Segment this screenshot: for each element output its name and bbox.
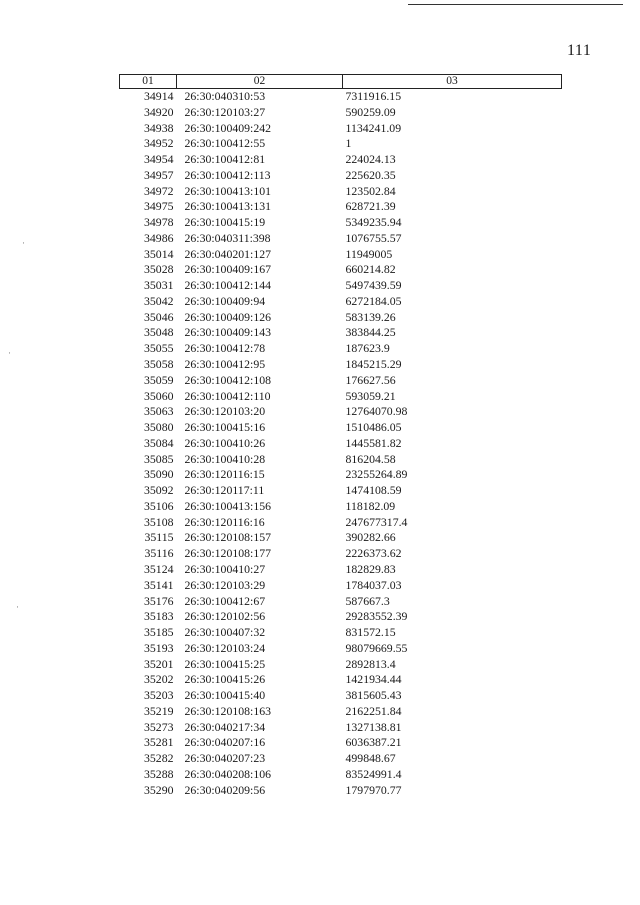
table-row <box>120 341 562 357</box>
cadastral-number-cell: 26:30:040207:16 <box>184 735 266 750</box>
table-row <box>120 199 562 215</box>
cadastral-number-cell: 26:30:040217:34 <box>184 719 266 734</box>
value-cell: 590259.09 <box>345 104 396 119</box>
row-number-cell: 35203 <box>144 688 174 703</box>
value-cell: 1076755.57 <box>345 230 402 245</box>
table-row <box>120 404 562 420</box>
table-row <box>120 452 562 468</box>
table-row <box>120 783 562 799</box>
value-cell: 12764070.98 <box>345 404 408 419</box>
table-row <box>120 247 562 263</box>
row-number-cell: 34938 <box>144 120 174 135</box>
row-number-cell: 35116 <box>144 546 174 561</box>
value-cell: 98079669.55 <box>345 640 408 655</box>
cadastral-number-cell: 26:30:100412:113 <box>184 167 271 182</box>
row-number-cell: 35063 <box>144 404 174 419</box>
table-row <box>120 641 562 657</box>
row-number-cell: 35080 <box>144 420 174 435</box>
column-header-03: 03 <box>343 75 562 89</box>
value-cell: 123502.84 <box>345 183 396 198</box>
table-row <box>120 184 562 200</box>
cadastral-number-cell: 26:30:120103:20 <box>184 404 266 419</box>
table-row <box>120 168 562 184</box>
row-number-cell: 35014 <box>144 246 174 261</box>
table-row <box>120 578 562 594</box>
value-cell: 499848.67 <box>345 751 396 766</box>
table-row <box>120 215 562 231</box>
cadastral-number-cell: 26:30:040310:53 <box>184 89 266 103</box>
cadastral-number-cell: 26:30:120103:27 <box>184 104 266 119</box>
value-cell: 1784037.03 <box>345 577 402 592</box>
table-row <box>120 767 562 783</box>
cadastral-number-cell: 26:30:100413:156 <box>184 498 272 513</box>
data-table-container <box>119 74 561 798</box>
table-row <box>120 720 562 736</box>
table-row <box>120 735 562 751</box>
row-number-cell: 35115 <box>144 530 174 545</box>
row-number-cell: 34952 <box>144 136 174 151</box>
cadastral-number-cell: 26:30:100412:78 <box>184 341 266 356</box>
cadastral-number-cell: 26:30:120108:177 <box>184 546 272 561</box>
value-cell: 3815605.43 <box>345 688 402 703</box>
value-cell: 83524991.4 <box>345 766 402 781</box>
cadastral-number-cell: 26:30:100413:131 <box>184 199 272 214</box>
value-cell: 29283552.39 <box>345 609 408 624</box>
table-row <box>120 562 562 578</box>
cadastral-number-cell: 26:30:100407:32 <box>184 625 266 640</box>
value-cell: 628721.39 <box>345 199 396 214</box>
cadastral-number-cell: 26:30:100412:144 <box>184 278 272 293</box>
table-row <box>120 751 562 767</box>
row-number-cell: 35048 <box>144 325 174 340</box>
value-cell: 224024.13 <box>345 152 396 167</box>
row-number-cell: 34957 <box>144 167 174 182</box>
value-cell: 1134241.09 <box>345 120 402 135</box>
table-row <box>120 704 562 720</box>
cadastral-number-cell: 26:30:100412:67 <box>184 593 266 608</box>
value-cell: 5349235.94 <box>345 215 402 230</box>
cadastral-number-cell: 26:30:100410:27 <box>184 561 266 576</box>
cadastral-number-cell: 26:30:100409:126 <box>184 309 272 324</box>
table-row <box>120 657 562 673</box>
table-row <box>120 389 562 405</box>
value-cell: 831572.15 <box>345 625 396 640</box>
cadastral-number-cell: 26:30:100410:26 <box>184 435 266 450</box>
row-number-cell: 35124 <box>144 561 174 576</box>
cadastral-number-cell: 26:30:100409:167 <box>184 262 272 277</box>
scan-speck: · <box>8 348 11 358</box>
cadastral-number-cell: 26:30:100412:81 <box>184 152 266 167</box>
table-row <box>120 357 562 373</box>
cadastral-number-cell: 26:30:100410:28 <box>184 451 266 466</box>
cadastral-number-cell: 26:30:120108:163 <box>184 703 272 718</box>
table-row <box>120 231 562 247</box>
cadastral-number-cell: 26:30:100412:55 <box>184 136 266 151</box>
row-number-cell: 35219 <box>144 703 174 718</box>
cadastral-number-cell: 26:30:100415:19 <box>184 215 266 230</box>
value-cell: 2892813.4 <box>345 656 396 671</box>
row-number-cell: 35185 <box>144 625 174 640</box>
table-row <box>120 325 562 341</box>
row-number-cell: 35060 <box>144 388 174 403</box>
row-number-cell: 35290 <box>144 782 174 797</box>
data-table <box>119 74 562 798</box>
cadastral-number-cell: 26:30:100415:16 <box>184 420 266 435</box>
value-cell: 2226373.62 <box>345 546 402 561</box>
cadastral-number-cell: 26:30:120117:11 <box>184 483 265 498</box>
value-cell: 1797970.77 <box>345 782 402 797</box>
table-row <box>120 625 562 641</box>
table-row <box>120 530 562 546</box>
table-header-row <box>120 75 562 89</box>
value-cell: 6272184.05 <box>345 293 402 308</box>
cadastral-number-cell: 26:30:100415:26 <box>184 672 266 687</box>
scan-speck: · <box>22 238 25 248</box>
page-number: 111 <box>567 42 592 59</box>
row-number-cell: 35288 <box>144 766 174 781</box>
column-header-01: 01 <box>120 75 177 89</box>
table-row <box>120 515 562 531</box>
value-cell: 187623.9 <box>345 341 390 356</box>
value-cell: 390282.66 <box>345 530 396 545</box>
value-cell: 1845215.29 <box>345 357 402 372</box>
top-rule <box>408 4 623 5</box>
row-number-cell: 35281 <box>144 735 174 750</box>
value-cell: 225620.35 <box>345 167 396 182</box>
value-cell: 23255264.89 <box>345 467 408 482</box>
row-number-cell: 34975 <box>144 199 174 214</box>
table-row <box>120 105 562 121</box>
table-row <box>120 436 562 452</box>
table-row <box>120 594 562 610</box>
row-number-cell: 35201 <box>144 656 174 671</box>
cadastral-number-cell: 26:30:100413:101 <box>184 183 272 198</box>
table-row <box>120 121 562 137</box>
row-number-cell: 35058 <box>144 357 174 372</box>
row-number-cell: 35059 <box>144 372 174 387</box>
row-number-cell: 35085 <box>144 451 174 466</box>
table-row <box>120 483 562 499</box>
row-number-cell: 35183 <box>144 609 174 624</box>
value-cell: 1327138.81 <box>345 719 402 734</box>
row-number-cell: 34920 <box>144 104 174 119</box>
row-number-cell: 35141 <box>144 577 174 592</box>
value-cell: 1474108.59 <box>345 483 402 498</box>
cadastral-number-cell: 26:30:100415:40 <box>184 688 266 703</box>
value-cell: 383844.25 <box>345 325 396 340</box>
row-number-cell: 35031 <box>144 278 174 293</box>
table-row <box>120 373 562 389</box>
value-cell: 816204.58 <box>345 451 396 466</box>
value-cell: 6036387.21 <box>345 735 402 750</box>
table-row <box>120 89 562 105</box>
cadastral-number-cell: 26:30:040208:106 <box>184 766 272 781</box>
table-row <box>120 278 562 294</box>
value-cell: 182829.83 <box>345 561 396 576</box>
row-number-cell: 35193 <box>144 640 174 655</box>
row-number-cell: 34978 <box>144 215 174 230</box>
table-row <box>120 420 562 436</box>
value-cell: 587667.3 <box>345 593 390 608</box>
value-cell: 2162251.84 <box>345 703 402 718</box>
cadastral-number-cell: 26:30:100412:95 <box>184 357 266 372</box>
row-number-cell: 35273 <box>144 719 174 734</box>
row-number-cell: 35028 <box>144 262 174 277</box>
cadastral-number-cell: 26:30:100412:110 <box>184 388 271 403</box>
cadastral-number-cell: 26:30:040209:56 <box>184 782 266 797</box>
row-number-cell: 35090 <box>144 467 174 482</box>
row-number-cell: 34954 <box>144 152 174 167</box>
row-number-cell: 35084 <box>144 435 174 450</box>
table-row <box>120 136 562 152</box>
column-header-02: 02 <box>177 75 343 89</box>
row-number-cell: 34914 <box>144 89 174 103</box>
value-cell: 5497439.59 <box>345 278 402 293</box>
cadastral-number-cell: 26:30:100409:242 <box>184 120 272 135</box>
row-number-cell: 35108 <box>144 514 174 529</box>
table-row <box>120 152 562 168</box>
row-number-cell: 35282 <box>144 751 174 766</box>
cadastral-number-cell: 26:30:120103:29 <box>184 577 266 592</box>
table-row <box>120 294 562 310</box>
cadastral-number-cell: 26:30:120116:15 <box>184 467 265 482</box>
table-body <box>120 89 562 799</box>
row-number-cell: 35092 <box>144 483 174 498</box>
value-cell: 247677317.4 <box>345 514 408 529</box>
cadastral-number-cell: 26:30:120108:157 <box>184 530 272 545</box>
cadastral-number-cell: 26:30:100415:25 <box>184 656 266 671</box>
cadastral-number-cell: 26:30:100412:108 <box>184 372 272 387</box>
table-row <box>120 467 562 483</box>
value-cell: 11949005 <box>345 246 393 261</box>
cadastral-number-cell: 26:30:100409:143 <box>184 325 272 340</box>
table-row <box>120 609 562 625</box>
value-cell: 118182.09 <box>345 498 396 513</box>
cadastral-number-cell: 26:30:100409:94 <box>184 293 266 308</box>
value-cell: 583139.26 <box>345 309 396 324</box>
row-number-cell: 35176 <box>144 593 174 608</box>
row-number-cell: 35106 <box>144 498 174 513</box>
table-row <box>120 688 562 704</box>
cadastral-number-cell: 26:30:120102:56 <box>184 609 266 624</box>
value-cell: 593059.21 <box>345 388 396 403</box>
value-cell: 1510486.05 <box>345 420 402 435</box>
table-row <box>120 546 562 562</box>
scan-speck: · <box>16 602 19 612</box>
row-number-cell: 35055 <box>144 341 174 356</box>
table-row <box>120 672 562 688</box>
cadastral-number-cell: 26:30:120103:24 <box>184 640 266 655</box>
value-cell: 1421934.44 <box>345 672 402 687</box>
row-number-cell: 34986 <box>144 230 174 245</box>
row-number-cell: 34972 <box>144 183 174 198</box>
cadastral-number-cell: 26:30:120116:16 <box>184 514 265 529</box>
cadastral-number-cell: 26:30:040201:127 <box>184 246 272 261</box>
cadastral-number-cell: 26:30:040311:398 <box>184 230 271 245</box>
table-row <box>120 262 562 278</box>
row-number-cell: 35042 <box>144 293 174 308</box>
row-number-cell: 35046 <box>144 309 174 324</box>
value-cell: 176627.56 <box>345 372 396 387</box>
row-number-cell: 35202 <box>144 672 174 687</box>
table-row <box>120 499 562 515</box>
value-cell: 1 <box>345 136 352 151</box>
cadastral-number-cell: 26:30:040207:23 <box>184 751 266 766</box>
value-cell: 1445581.82 <box>345 435 402 450</box>
table-row <box>120 310 562 326</box>
value-cell: 660214.82 <box>345 262 396 277</box>
value-cell: 7311916.15 <box>345 89 402 103</box>
